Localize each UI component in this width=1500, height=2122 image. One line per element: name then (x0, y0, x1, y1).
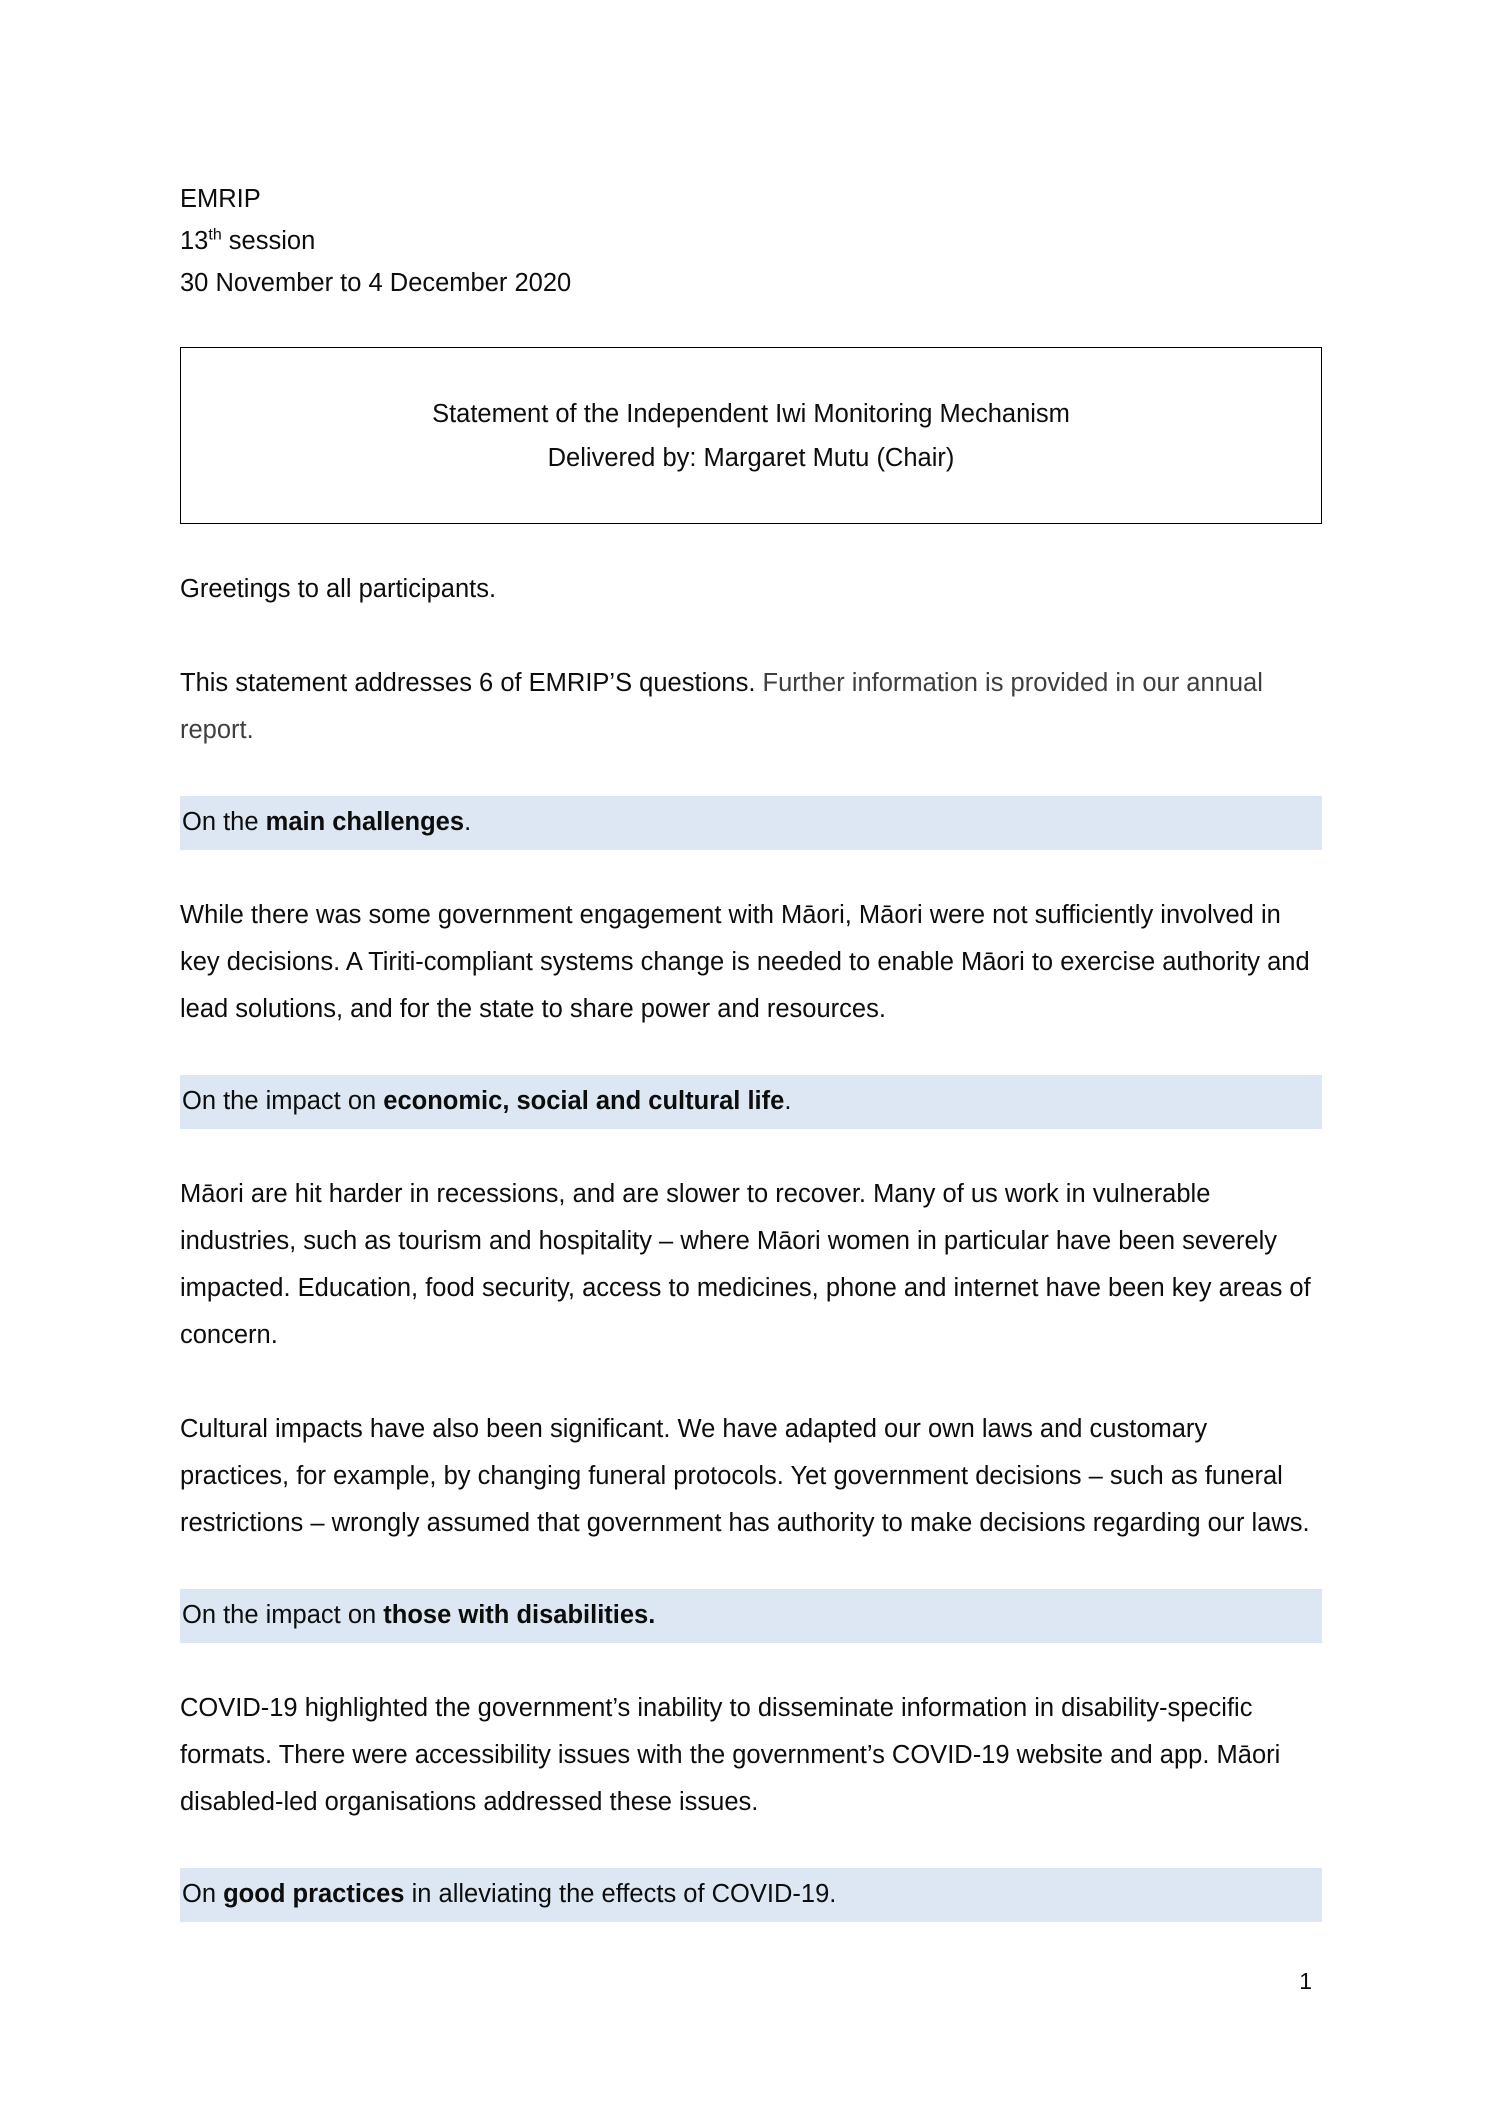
statement-title: Statement of the Independent Iwi Monitoring Mechanism (432, 399, 1070, 428)
statement-delivered-by: Delivered by: Margaret Mutu (Chair) (547, 443, 955, 472)
paragraph-cultural-impact: Cultural impacts have also been significant. We have adapted our own laws and customary practices, for example, by changing funeral protocols. Yet government decisions – such as funeral restrictions – wrongly assumed that government has authority to make decisions regarding our laws. (180, 1415, 1310, 1537)
heading-good-practices-bold: good practices (223, 1880, 405, 1908)
paragraph-main-challenges: While there was some government engagement with Māori, Māori were not sufficiently involved in key decisions. A Tiriti-compliant systems change is needed to enable Māori to exercise authority and lead solutions, and for the state to share power and resources. (180, 901, 1310, 1023)
paragraph-economic-impact: Māori are hit harder in recessions, and are slower to recover. Many of us work in vulnerable industries, such as tourism and hospitality – where Māori women in particular have been severely impacted. Education, food security, access to medicines, phone and internet have been key areas of concern. (180, 1180, 1311, 1349)
heading-main-challenges (180, 796, 1322, 850)
paragraph-disabilities: COVID-19 highlighted the government’s inability to disseminate information in disability-specific formats. There were accessibility issues with the government’s COVID-19 website and app. Māori disabled-led organisations addressed these issues. (180, 1694, 1281, 1816)
page-number: 1 (1299, 1968, 1312, 1994)
intro-rest: Further information is provided in our annual report. (180, 669, 1263, 744)
heading-main-challenges-prefix: On the (182, 808, 266, 836)
header-organisation-text: EMRIP (180, 185, 261, 213)
header-session-label: session (221, 227, 316, 255)
header-session-ordinal: th (208, 226, 222, 244)
heading-economic-suffix: . (784, 1087, 792, 1115)
spacer-4 (180, 1033, 1322, 1075)
spacer-7 (180, 1547, 1322, 1589)
heading-economic-bold: economic, social and cultural life (383, 1087, 785, 1115)
header-organisation (180, 178, 1322, 220)
intro-lead: This statement addresses 6 of EMRIP’S questions. (180, 669, 756, 697)
header-session-number: 13 (180, 227, 209, 255)
heading-disabilities-bold: those with disabilities. (383, 1601, 656, 1629)
spacer-2 (180, 754, 1322, 796)
heading-economic-prefix: On the impact on (182, 1087, 384, 1115)
paragraph-intro (180, 660, 1322, 754)
header-dates-text: 30 November to 4 December 2020 (180, 269, 572, 297)
spacer-8 (180, 1643, 1322, 1685)
header-dates (180, 262, 1322, 304)
heading-economic-social-cultural (180, 1075, 1322, 1129)
spacer-3 (180, 850, 1322, 892)
statement-title-box (180, 347, 1322, 524)
heading-disabilities-prefix: On the impact on (182, 1601, 384, 1629)
spacer-1 (180, 613, 1322, 660)
page-content (180, 178, 1322, 1922)
heading-disabilities (180, 1589, 1322, 1643)
heading-good-practices-suffix: in alleviating the effects of COVID-19. (404, 1880, 837, 1908)
spacer-6 (180, 1359, 1322, 1406)
heading-main-challenges-bold: main challenges (265, 808, 465, 836)
header-session (180, 220, 1322, 262)
spacer-9 (180, 1826, 1322, 1868)
spacer-5 (180, 1129, 1322, 1171)
paragraph-greeting: Greetings to all participants. (180, 575, 497, 603)
heading-main-challenges-suffix: . (464, 808, 472, 836)
heading-good-practices (180, 1868, 1322, 1922)
heading-good-practices-prefix: On (182, 1880, 224, 1908)
spacer-after-title-box (180, 524, 1322, 566)
